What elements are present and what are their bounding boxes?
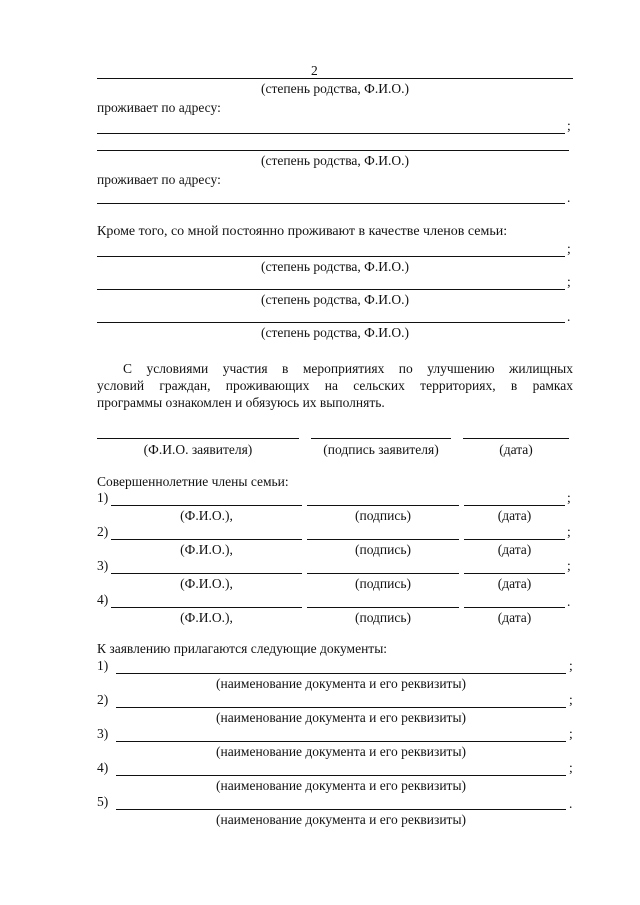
document-4-line[interactable] <box>116 775 566 776</box>
document-5-caption: (наименование документа и его реквизиты) <box>215 812 467 827</box>
applicant-date-caption: (дата) <box>499 442 533 457</box>
applicant-signature-caption: (подпись заявителя) <box>323 442 439 457</box>
adult-2-signature-line[interactable] <box>307 539 459 540</box>
address-label-2: проживает по адресу: <box>97 172 221 187</box>
document-semicolon-3: ; <box>569 726 573 741</box>
applicant-signature-line[interactable] <box>311 438 451 439</box>
adult-4-date-line[interactable] <box>464 607 565 608</box>
member-caption-3: (степень родства, Ф.И.О.) <box>261 325 409 340</box>
address-semicolon-1: ; <box>567 118 571 133</box>
applicant-date-line[interactable] <box>463 438 569 439</box>
adult-4-name-caption: (Ф.И.О.), <box>180 610 233 625</box>
document-semicolon-2: ; <box>569 692 573 707</box>
adult-1-name-caption: (Ф.И.О.), <box>180 508 233 523</box>
adult-3-name-line[interactable] <box>111 573 302 574</box>
adult-2-name-caption: (Ф.И.О.), <box>180 542 233 557</box>
adult-2-name-line[interactable] <box>111 539 302 540</box>
adult-4-signature-line[interactable] <box>307 607 459 608</box>
document-number-2: 2) <box>97 692 109 707</box>
member-semicolon-2: ; <box>567 274 571 289</box>
document-3-caption: (наименование документа и его реквизиты) <box>215 744 467 759</box>
adult-1-name-line[interactable] <box>111 505 302 506</box>
adult-4-name-line[interactable] <box>111 607 302 608</box>
adult-1-signature-caption: (подпись) <box>354 508 412 523</box>
relative-caption-2: (степень родства, Ф.И.О.) <box>261 153 409 168</box>
adult-4-signature-caption: (подпись) <box>354 610 412 625</box>
page-number: 2 <box>311 63 318 78</box>
conditions-line-2: условий граждан, проживающих на сельских территориях, в рамках <box>97 378 573 393</box>
document-number-1: 1) <box>97 658 109 673</box>
adult-3-signature-caption: (подпись) <box>354 576 412 591</box>
document-period-5: . <box>569 796 573 811</box>
adult-number-2: 2) <box>97 524 109 539</box>
member-semicolon-1: ; <box>567 241 571 256</box>
document-4-caption: (наименование документа и его реквизиты) <box>215 778 467 793</box>
document-number-4: 4) <box>97 760 109 775</box>
document-2-line[interactable] <box>116 707 566 708</box>
adult-3-name-caption: (Ф.И.О.), <box>180 576 233 591</box>
adult-2-date-caption: (дата) <box>497 542 532 557</box>
fill-line-relative-1[interactable] <box>97 78 573 79</box>
adult-period-4: . <box>567 594 571 609</box>
adult-number-1: 1) <box>97 490 109 505</box>
address-label-1: проживает по адресу: <box>97 100 221 115</box>
documents-heading: К заявлению прилагаются следующие документы: <box>97 641 388 656</box>
conditions-line-1: С условиями участия в мероприятиях по улучшению жилищных <box>123 361 573 376</box>
adult-2-date-line[interactable] <box>464 539 565 540</box>
adult-number-3: 3) <box>97 558 109 573</box>
member-caption-2: (степень родства, Ф.И.О.) <box>261 292 409 307</box>
document-number-3: 3) <box>97 726 109 741</box>
fill-line-member-1[interactable] <box>97 256 565 257</box>
document-1-caption: (наименование документа и его реквизиты) <box>215 676 467 691</box>
fill-line-member-3[interactable] <box>97 322 565 323</box>
conditions-line-3: программы ознакомлен и обязуюсь их выполнять. <box>97 395 385 410</box>
adult-2-signature-caption: (подпись) <box>354 542 412 557</box>
adult-members-heading: Совершеннолетние члены семьи: <box>97 474 289 489</box>
document-3-line[interactable] <box>116 741 566 742</box>
member-caption-1: (степень родства, Ф.И.О.) <box>261 259 409 274</box>
adult-semicolon-2: ; <box>567 524 571 539</box>
document-semicolon-1: ; <box>569 658 573 673</box>
adult-3-signature-line[interactable] <box>307 573 459 574</box>
adult-semicolon-3: ; <box>567 558 571 573</box>
adult-3-date-line[interactable] <box>464 573 565 574</box>
document-number-5: 5) <box>97 794 109 809</box>
applicant-name-caption: (Ф.И.О. заявителя) <box>143 442 253 457</box>
fill-line-relative-2[interactable] <box>97 150 569 151</box>
adult-number-4: 4) <box>97 592 109 607</box>
adult-4-date-caption: (дата) <box>497 610 532 625</box>
document-5-line[interactable] <box>116 809 566 810</box>
adult-semicolon-1: ; <box>567 490 571 505</box>
adult-1-signature-line[interactable] <box>307 505 459 506</box>
document-semicolon-4: ; <box>569 760 573 775</box>
address-period-2: . <box>567 190 571 205</box>
fill-line-address-2[interactable] <box>97 203 565 204</box>
member-period-3: . <box>567 309 571 324</box>
family-intro: Кроме того, со мной постоянно проживают в качестве членов семьи: <box>97 224 508 239</box>
adult-3-date-caption: (дата) <box>497 576 532 591</box>
relative-caption-1: (степень родства, Ф.И.О.) <box>261 81 409 96</box>
document-1-line[interactable] <box>116 673 566 674</box>
fill-line-member-2[interactable] <box>97 289 565 290</box>
fill-line-address-1[interactable] <box>97 133 565 134</box>
adult-1-date-caption: (дата) <box>497 508 532 523</box>
document-2-caption: (наименование документа и его реквизиты) <box>215 710 467 725</box>
applicant-name-line[interactable] <box>97 438 299 439</box>
adult-1-date-line[interactable] <box>464 505 565 506</box>
